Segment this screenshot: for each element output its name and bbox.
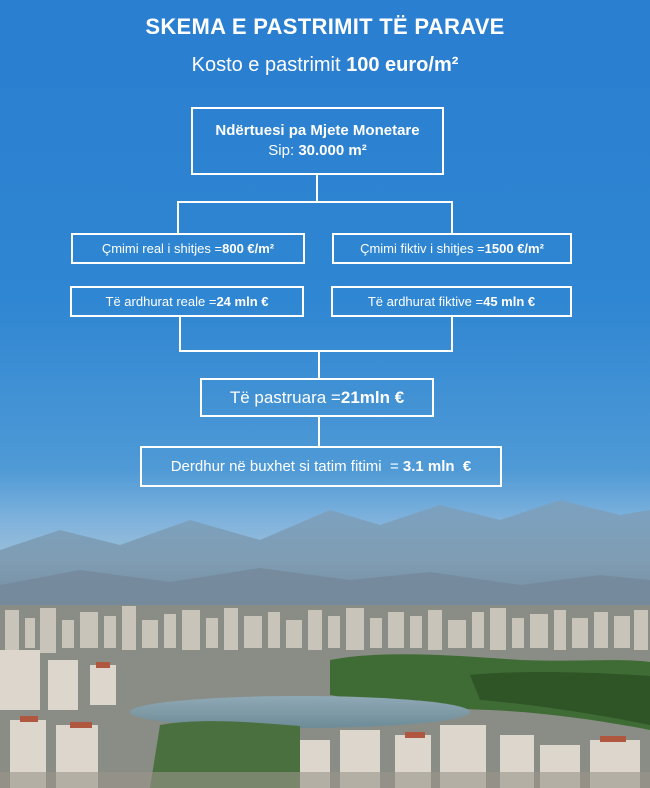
real-price-value: 800 €/m² (222, 241, 275, 256)
connector-to-laundered (318, 350, 320, 378)
laundered-box (200, 378, 434, 417)
real-revenue-box (70, 286, 304, 317)
subtitle-value: 100 euro/m² (346, 54, 459, 76)
fictive-price-value: 1500 €/m² (484, 241, 544, 256)
page-subtitle (0, 54, 650, 77)
builder-area-value: 30.000 m² (298, 142, 367, 159)
connector-right-bottom (451, 317, 453, 351)
fictive-revenue-box (331, 286, 572, 317)
real-revenue-value: 24 mln € (216, 294, 269, 309)
fictive-revenue-prefix: Të ardhurat fiktive = (367, 294, 484, 309)
connector-bottom-horizontal (179, 350, 453, 352)
real-price-prefix: Çmimi real i shitjes = (101, 241, 223, 256)
builder-area-prefix: Sip: (268, 142, 299, 159)
budget-value: 3.1 mln € (402, 458, 472, 475)
page-title: SKEMA E PASTRIMIT TË PARAVE (145, 14, 505, 39)
connector-to-budget (318, 416, 320, 446)
city-photo (0, 490, 650, 788)
connector-left-down (177, 201, 179, 233)
real-price-box (71, 233, 305, 264)
foreground-road (0, 772, 650, 788)
fictive-revenue-value: 45 mln € (483, 294, 536, 309)
builder-title: Ndërtuesi pa Mjete Monetare (215, 122, 420, 139)
connector-left-bottom (179, 317, 181, 351)
laundered-value: 21mln € (340, 387, 405, 407)
connector-top-horizontal (177, 201, 453, 203)
budget-prefix: Derdhur në buxhet si tatim fitimi = (170, 458, 403, 475)
budget-box (140, 446, 502, 487)
builder-box (191, 107, 444, 175)
fictive-price-box (332, 233, 572, 264)
connector-top-down (316, 174, 318, 202)
builder-area (268, 141, 366, 161)
fictive-price-prefix: Çmimi fiktiv i shitjes = (360, 241, 485, 256)
connector-right-down (451, 201, 453, 233)
real-revenue-prefix: Të ardhurat reale = (105, 294, 217, 309)
laundered-prefix: Të pastruara = (229, 387, 341, 407)
subtitle-prefix: Kosto e pastrimit (191, 54, 347, 76)
